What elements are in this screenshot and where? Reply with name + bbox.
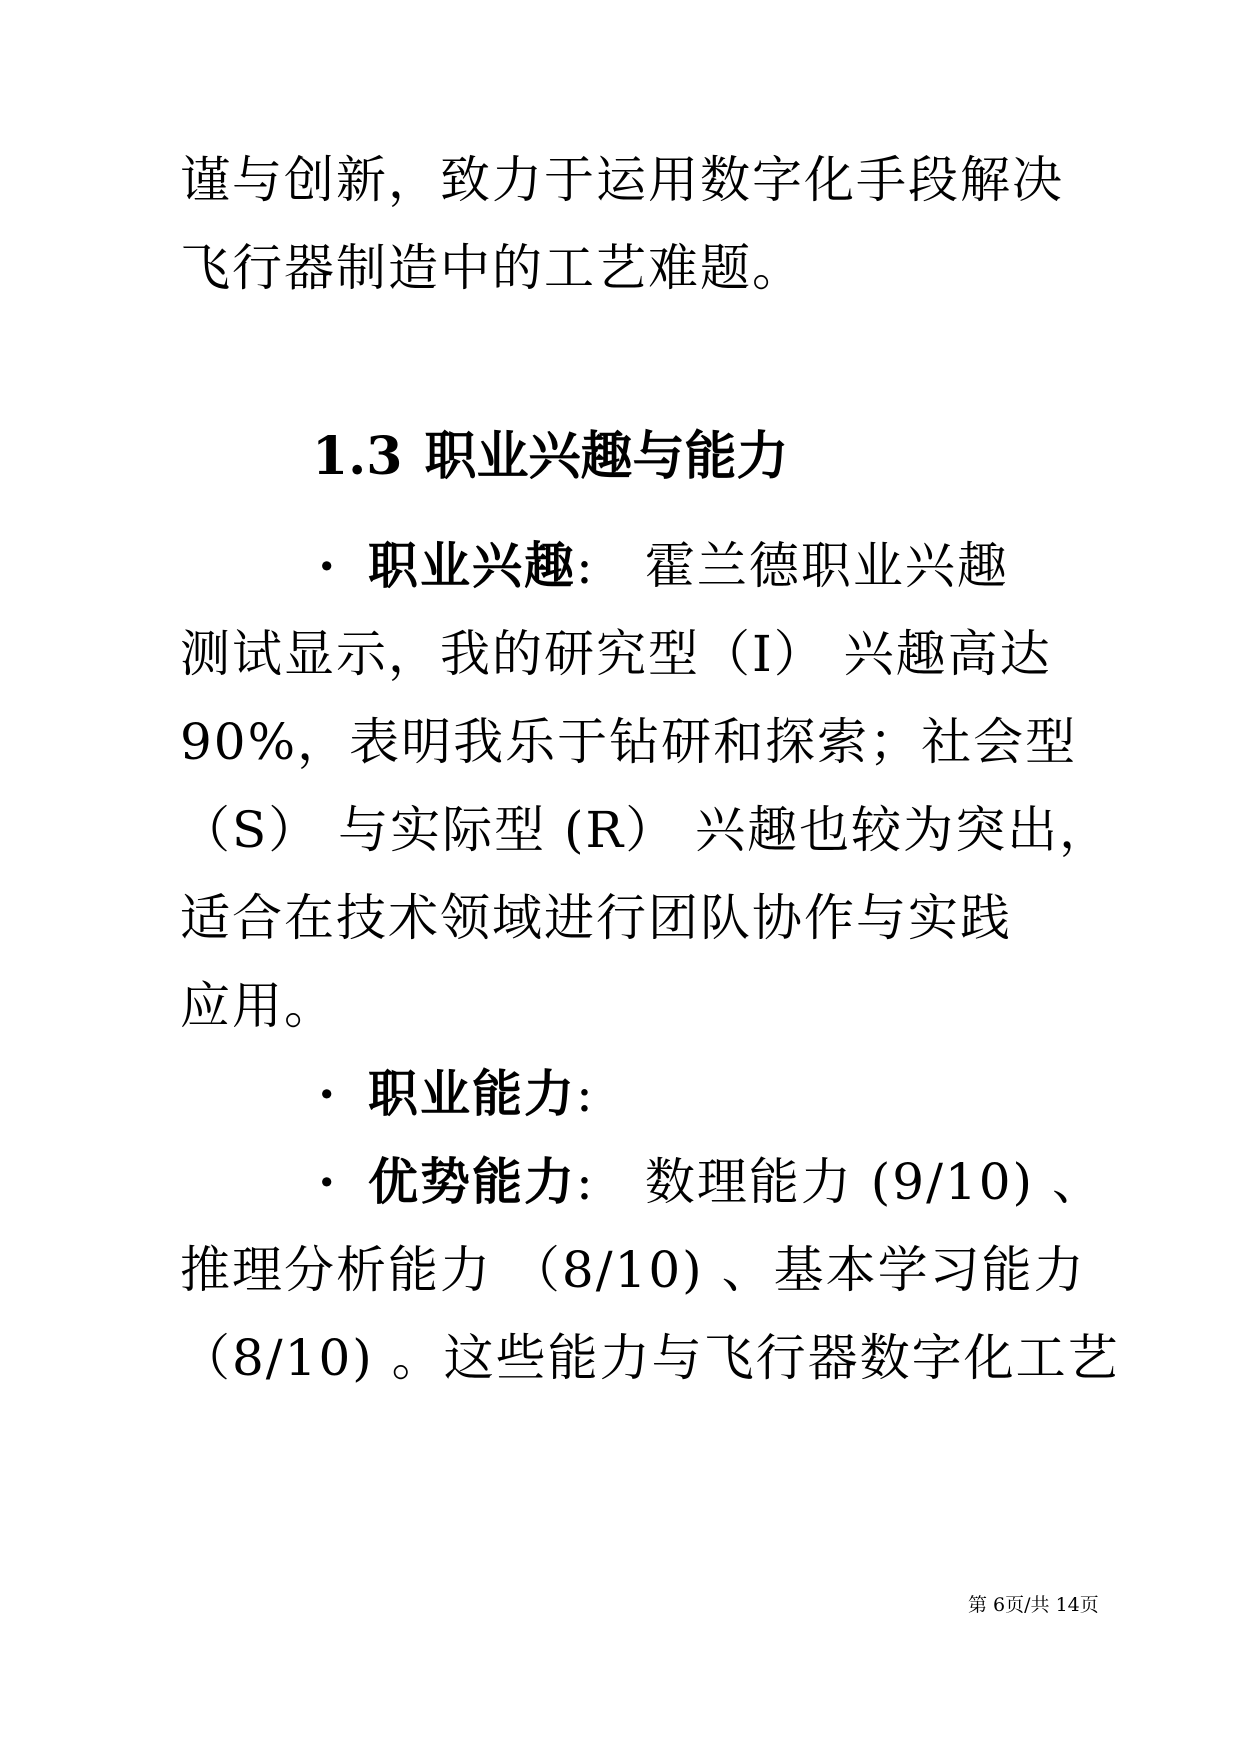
ability-colon: : xyxy=(576,1065,595,1123)
paragraph-line: 飞行器制造中的工艺难题。 xyxy=(180,239,804,297)
ability-label: 职业能力 xyxy=(368,1064,576,1123)
paragraph-line: 推理分析能力 （8/10) 、基本学习能力 xyxy=(180,1241,1086,1299)
paragraph-line: 90%，表明我乐于钻研和探索；社会型 xyxy=(180,713,1078,771)
section-heading xyxy=(312,425,788,489)
paragraph-line: 测试显示，我的研究型（I） 兴趣高达 xyxy=(180,625,1052,683)
interest-bullet-item xyxy=(318,536,1218,596)
page-number-footer: 第 6页/共 14页 xyxy=(968,1594,1099,1616)
interest-first-line-text: 霍兰德职业兴趣 xyxy=(644,537,1009,595)
bullet-icon: · xyxy=(318,536,338,595)
strength-bullet-item xyxy=(318,1152,1218,1212)
strength-first-line-text: 数理能力 (9/10) 、 xyxy=(644,1153,1104,1211)
paragraph-line: （8/10) 。这些能力与飞行器数字化工艺 xyxy=(180,1329,1120,1387)
paragraph-line: 谨与创新，致力于运用数字化手段解决 xyxy=(180,151,1064,209)
paragraph-line: （S） 与实际型 (R） 兴趣也较为突出， xyxy=(180,801,1112,859)
interest-label: 职业兴趣 xyxy=(368,536,576,595)
bullet-icon: · xyxy=(318,1064,338,1123)
paragraph-line: 应用。 xyxy=(180,977,336,1035)
paragraph-line: 适合在技术领域进行团队协作与实践 xyxy=(180,889,1012,947)
ability-bullet-item xyxy=(318,1064,1218,1124)
strength-label: 优势能力 xyxy=(368,1152,576,1211)
section-number: 1.3 xyxy=(312,426,403,487)
strength-colon: : xyxy=(576,1153,595,1211)
section-title: 职业兴趣与能力 xyxy=(424,426,789,487)
bullet-icon: · xyxy=(318,1152,338,1211)
interest-colon: : xyxy=(576,537,595,595)
